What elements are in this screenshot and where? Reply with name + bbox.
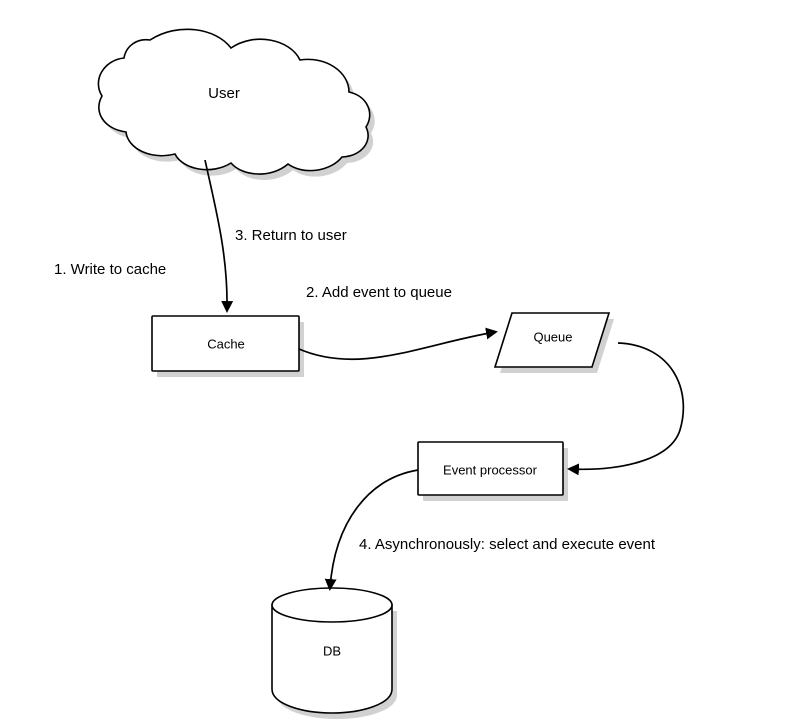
edge-user-to-cache [205,160,227,310]
edge-cache-to-queue [299,332,495,359]
node-queue [495,313,614,373]
node-event-processor [418,442,568,501]
node-queue-label: Queue [533,329,573,345]
node-db [272,588,397,719]
edge-label-write-to-cache: 1. Write to cache [54,260,167,278]
edge-processor-to-db [330,470,418,588]
node-user-label: User [208,84,240,102]
node-cache [152,316,304,377]
edge-label-return-to-user: 3. Return to user [235,226,347,244]
edge-label-add-event-to-queue: 2. Add event to queue [306,283,452,301]
node-user [98,29,374,180]
node-event-processor-label: Event processor [443,462,537,478]
edge-label-async-select-execute: 4. Asynchronously: select and execute event [359,535,656,553]
node-db-label: DB [322,643,342,659]
node-cache-label: Cache [207,336,245,352]
